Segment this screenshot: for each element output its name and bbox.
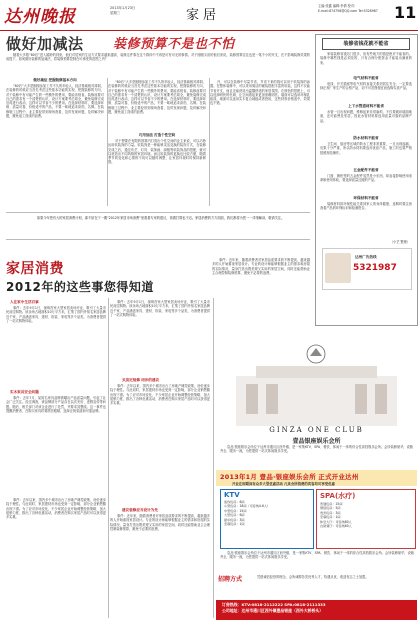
article1-headline: 做好加减法: [6, 35, 84, 53]
article2-col-b1: 事件：去年9月1日，深圳首家大型家居卖场开业，吸引了大量市民前往购物。该卖场占地面积10万平方米，汇集了国内外知名家居品牌近千家，产品涵盖家具、建材、软装、家电等多个品类，为消费者提供了一站式购物体验。: [110, 300, 210, 317]
club-chinese-name: 壹品银座娱乐会所: [292, 438, 341, 445]
ktv-line: 迷你包房：6间: [224, 500, 245, 504]
sidebar-head-5: 环保材料不能省: [353, 196, 379, 200]
article2-col-a: 事件：去年9月1日，深圳首家大型家居卖场开业，吸引了大量市民前往购物。该卖场占地面积10万平方米，汇集了国内外知名家居品牌近千家，产品涵盖家具、建材、软装、家电等多个品类，为消费者提供了一站式购物体验。: [6, 306, 106, 323]
sidebar-head-1: 电气材料不能省: [353, 76, 379, 80]
staff-info: [318, 4, 390, 14]
article2-subhead-3: 实木家具安全问题: [10, 390, 39, 394]
article2-col-c: 事件：去年7月，某知名家具品牌被曝出产品质量问题，引起了社会广泛关注。经过调查，该品牌部分产品存在以次充好、虚假宣传等问题。随后，相关部门对该企业进行了处罚，并要求其整改。这一事件也提醒消费者，在购买家具时要擦亮眼睛，选择正规渠道和可靠品牌。: [6, 396, 106, 413]
date-line: 2013年1月23日: [110, 6, 136, 10]
article2-subhead-1: 人在家中生活百事: [10, 300, 39, 304]
sidebar-signature: （小艺 整理）: [389, 240, 410, 244]
page-number: 11: [394, 3, 417, 22]
ad-extra-text: 壹品·银座娱乐会所位于达州市通川区西外镇，是一家集KTV、SPA、餐饮、休闲于一体的综合性高档娱乐会所。会所装修豪华，设施齐全，服务一流，为您提供一站式休闲娱乐享受。: [220, 551, 414, 560]
spa-title: SPA(水疗): [320, 492, 356, 500]
sidebar-intro: 家装装修省钱窍门很多，但有些地方的钱是绝对不能省的。装修中哪些钱是必须花的，只有合理分配资金才能装出满意的家。: [320, 52, 412, 65]
date-block: [110, 6, 135, 15]
ktv-title: KTV: [224, 491, 240, 499]
spa-line: 至尊包房：1间: [320, 515, 341, 520]
ginza-ad: [216, 326, 417, 466]
article2-top-right-col: 事件：近年来，随着消费者对家居品质要求的不断提高，越来越多的人开始重视家居设计。专业的设计师能够根据业主的需求和房屋的实际情况，量身打造出既美观又实用的家居空间，同时还能帮助业主合理控制装修预算，避免不必要的浪费。: [212, 258, 310, 275]
article2-subhead-2: 买房定装修 同步的建议: [122, 378, 160, 382]
article2-headline-red: 家居消费: [6, 261, 64, 277]
article1-col2: 对于想要在有限的预算内打造出个性空间的业主来说，可以巧妙运用软装饰的力量。软装饰是一种能够灵活变换的装饰方式，在装修完成之后，通过布艺、灯具、装饰画、绿植等软装饰品的搭配，就可以营造出不同风格的家居环境。而且软装饰的更换也比较方便，随着季节的变化和心情的不同可以随时调整，让家居环境时时保持新鲜感。: [108, 139, 206, 165]
section-title: 家居: [186, 8, 221, 23]
staff-line: 主编:张鑫 编辑:李倩 校对:: [318, 4, 356, 8]
promo-title: 招聘方式: [218, 576, 243, 583]
ktv-line: 至尊包房：1间: [224, 522, 245, 527]
spa-box: [316, 489, 416, 549]
opening-banner-sub: 开业在即期间有众多大型优惠活动 凡来会所消费的宾客均可享受优惠: [232, 482, 335, 486]
article2-col-b: 事件：去年以来，国内多个城市出台了房地产调控政策，房价逐步趋于理性。与此同时，家居建材市场也受到一定影响，部分企业销售额出现下滑。为了应对市场变化，不少家居企业开始调整经营策略，加大促销力度，推出了各种优惠活动，消费者在购买家居产品时可以获得更多实惠。: [110, 384, 210, 406]
sidebar-ad: [322, 248, 412, 290]
spa-line: 贵宾包房：3间: [320, 510, 341, 515]
ktv-line: 豪华包房：3间: [224, 517, 245, 522]
sidebar-text-3: 卫生间、厨房等区域的防水工程非常重要，一旦出现渗漏，后果十分严重，所以防水材料要选用优质产品，施工时也要严格按照规范操作。: [320, 142, 412, 155]
article2-col-d: 事件：近年来，随着消费者对家居品质要求的不断提高，越来越多的人开始重视家居设计。专业的设计师能够根据业主的需求和房屋的实际情况，量身打造出既美观又实用的家居空间，同时还能帮助业主合理控制装修预算，避免不必要的浪费。: [110, 514, 210, 531]
ktv-line: 小型包房：18间（可容纳4-6人）: [224, 504, 271, 509]
article1-subhead-left: 做好减法 把握装修基本方向: [33, 78, 77, 82]
brand-logo: 达州晚报: [4, 7, 76, 27]
article1-col2a: “80后”大多是刚刚参加工作不久的年轻人，经济基础相对薄弱，在装修的时候应当首先考虑这些基本功能的实现，把握装修的方向，对于装修中有可能产生的一些额外的费用，要能省则省。装修前要对自己的需求有一个清楚的认识，设计方案要考虑周全，避免装修完成后再进行改动，这样可以节省不少的费用。在选择材料时，要选择环保、质量可靠、价格适中的产品，不要一味地追求高档、名牌。在装修施工过程中，业主要经常到现场查看，及时发现问题，及时解决问题，避免返工造成的浪费。: [108, 80, 206, 115]
club-intro: 壹品·银座娱乐会所位于达州市通川区西外镇，是一家集KTV、SPA、餐饮、休闲于一体的综合性高档娱乐会所。会所装修豪华，设施齐全，服务一流，为您提供一站式休闲娱乐享受。: [220, 445, 413, 454]
company-address: 公司地址：达州市通川区西外镇壹品银座（西外大桥桥头）: [222, 608, 324, 613]
article2-col-c2: 事件：去年以来，国内多个城市出台了房地产调控政策，房价逐步趋于理性。与此同时，家居建材市场也受到一定影响，部分企业销售额出现下滑。为了应对市场变化，不少家居企业开始调整经营策略，加大促销力度，推出了各种优惠活动，消费者在购买家居产品时可以获得更多实惠。: [6, 498, 106, 520]
article1-intro: 随着大多数“80后”进入婚龄的到来，他们对居家的生活方式要求越来越高，装修这件事在这个群体中不再是可有可无的事情。对于刚刚买房的他们来说，装修预算往往也是一笔不小的开支，在不影响装修效果的前提下，如何做好装修的加减法，将装修预算控制在可承受的范围之内？: [6, 53, 310, 62]
spa-line: 情侣包房：5间: [320, 506, 341, 511]
phone-bar-text: [222, 602, 416, 614]
sidebar-title: 装修省钱花就不能省: [322, 38, 410, 50]
promo-text: 凭借诚信经营的理念，会所诚聘各类优秀人才，待遇从优，欢迎有志之士加盟。: [257, 575, 369, 579]
ad-phone: 5321987: [353, 263, 397, 273]
ktv-box: [220, 489, 314, 549]
ktv-line: 中型包房：15间: [224, 508, 247, 513]
ad-label: 达州广告热线: [355, 255, 377, 259]
sidebar-text-4: 门窗、橱柜等的五金配件虽然是小东西，却直接影响使用寿命和使用体验，要选择质量过硬的产品。: [320, 174, 412, 183]
article1-col3: 开，可以在装修中尽量节省，节省下来的钱可以用于软装饰的添置。在整体装修中，可以采用简洁的硬装搭配丰富的软装，这样不仅能节省开支，而且还能营造出温馨舒适的家居氛围。在颜色的搭配上，可以选择明快的色调，让空间看起来更加宽敞明亮。墙面可以选用环保乳胶漆，地面可以选用实木复合地板或者瓷砖，这些材料价格适中，效果也不错。: [210, 80, 310, 106]
spa-line: 普通包房：15间: [320, 502, 343, 506]
article1-subhead-mid: 巧用加法 打造个性空间: [138, 133, 176, 137]
opening-banner-text: 2013年1月 壹品·银座娱乐会所 正式开业达州: [220, 473, 359, 481]
spa-list: [317, 502, 415, 528]
ktv-line: 大型包房：6间: [224, 513, 245, 518]
sidebar-head-2: 上下水管道材料不能省: [348, 104, 384, 108]
article1-headline-red: 装修预算不是也不怕: [113, 37, 235, 52]
masthead: [0, 0, 418, 31]
spa-line: 自助餐厅：可容纳60人: [320, 524, 352, 529]
sidebar-text-2: 水管一旦出现问题，维修起来非常麻烦，不仅要破坏墙面地面，还可能殃及邻居，因此水管材料要选用质量可靠的品牌产品。: [320, 110, 412, 123]
club-english-name: GINZA ONE CLUB: [269, 426, 364, 434]
spa-line: 休息大厅：可容纳80人: [320, 519, 352, 524]
article2-subhead-4: 建议装修应当设计为先: [122, 508, 158, 512]
booking-hotline: 订房热线：KTV:0818-2112222 SPA:0818-2111333: [222, 602, 326, 607]
article1-boxed-note: 如果今年您有大的家居消费计划，那不妨在下一期“2012年家居市场消费”里看看专家的建议，再做打算也不迟。家居消费的方方面面，我们都将为您一一详细解读，敬请关注。: [37, 216, 285, 220]
sidebar-text-1: 电线、开关插座等电气材料直接关系到居住安全，一定要选择正规厂家生产的合格产品，切不可贪图便宜而选购劣质产品。: [320, 82, 412, 91]
sidebar-text-5: 装修材料的环保性能关系到家人的身体健康，选购时要注意查看产品的环保标识和检测报告。: [320, 202, 412, 211]
article2-headline: 2012年的这些事您得知道: [6, 280, 154, 294]
sidebar-head-4: 五金配件不能省: [353, 168, 379, 172]
avatar: [325, 253, 351, 283]
contact-line: E-mail:874758@QQ.com Tel:5328987: [318, 8, 378, 13]
article1-col1: “80后”大多是刚刚参加工作不久的年轻人，经济基础相对薄弱，在装修的时候应当首先考虑这些基本功能的实现，把握装修的方向，对于装修中有可能产生的一些额外的费用，要能省则省。装修前要对自己的需求有一个清楚的认识，设计方案要考虑周全，避免装修完成后再进行改动，这样可以节省不少的费用。在选择材料时，要选择环保、质量可靠、价格适中的产品，不要一味地追求高档、名牌。在装修施工过程中，业主要经常到现场查看，及时发现问题，及时解决问题，避免返工造成的浪费。: [6, 84, 104, 119]
ktv-list: [221, 500, 313, 526]
weekday-line: 星期三: [110, 10, 121, 15]
sidebar-head-3: 防水材料不能省: [353, 136, 379, 140]
